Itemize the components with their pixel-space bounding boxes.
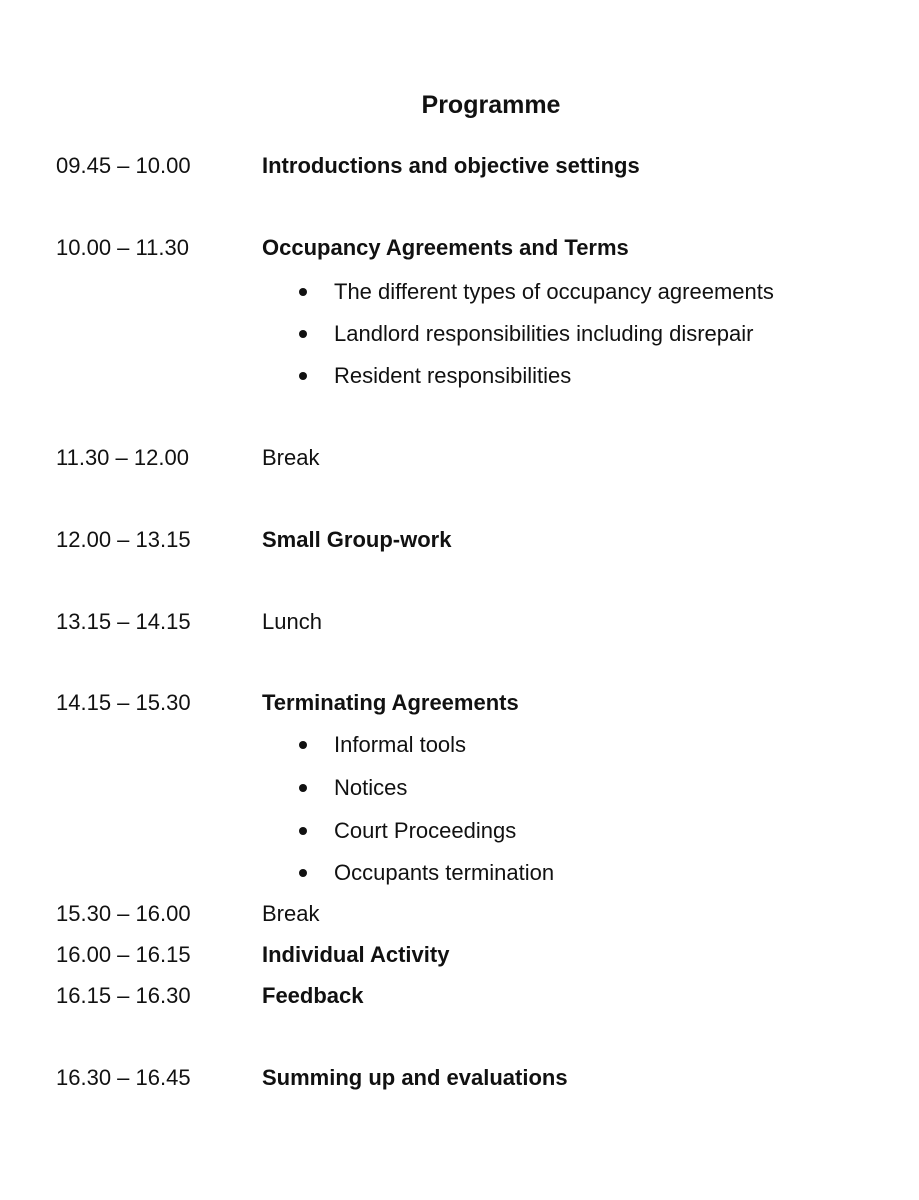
session-bullet [0,277,919,307]
bullet-dot-icon [299,288,307,296]
session-title: Introductions and objective settings [262,153,640,178]
session-row [0,899,919,929]
session-time: 10.00 – 11.30 [56,235,189,260]
session-row [0,525,919,555]
session-bullet [0,319,919,349]
session-time: 14.15 – 15.30 [56,690,191,715]
session-title: Lunch [262,609,322,634]
session-title: Break [262,445,320,470]
session-row [0,940,919,970]
bullet-text: Notices [334,775,408,800]
session-bullet [0,730,919,760]
session-row [0,688,919,718]
bullet-text: Informal tools [334,732,467,757]
bullet-text: Occupants termination [334,860,555,885]
page-title: Programme [421,91,561,119]
bullet-dot-icon [299,372,307,380]
session-title: Terminating Agreements [262,690,519,715]
session-time: 16.15 – 16.30 [56,983,191,1008]
session-title: Occupancy Agreements and Terms [262,235,629,260]
session-title: Summing up and evaluations [262,1065,568,1090]
bullet-dot-icon [299,827,307,835]
session-row [0,233,919,263]
bullet-text: Court Proceedings [334,818,517,843]
session-row [0,607,919,637]
bullet-dot-icon [299,869,307,877]
session-bullet [0,816,919,846]
session-bullet [0,858,919,888]
session-time: 13.15 – 14.15 [56,609,191,634]
session-title: Small Group-work [262,527,452,552]
bullet-text: Landlord responsibilities including disrepair [334,321,754,346]
session-row [0,151,919,181]
session-title: Individual Activity [262,942,450,967]
session-title: Break [262,901,320,926]
session-row [0,443,919,473]
session-time: 16.00 – 16.15 [56,942,191,967]
bullet-text: The different types of occupancy agreements [334,279,774,304]
bullet-dot-icon [299,741,307,749]
session-time: 12.00 – 13.15 [56,527,191,552]
session-time: 15.30 – 16.00 [56,901,191,926]
bullet-text: Resident responsibilities [334,363,572,388]
session-row [0,1063,919,1093]
session-time: 16.30 – 16.45 [56,1065,191,1090]
bullet-dot-icon [299,784,307,792]
session-time: 11.30 – 12.00 [56,445,189,470]
session-row [0,981,919,1011]
bullet-dot-icon [299,330,307,338]
session-bullet [0,773,919,803]
session-title: Feedback [262,983,364,1008]
session-time: 09.45 – 10.00 [56,153,191,178]
session-bullet [0,361,919,391]
